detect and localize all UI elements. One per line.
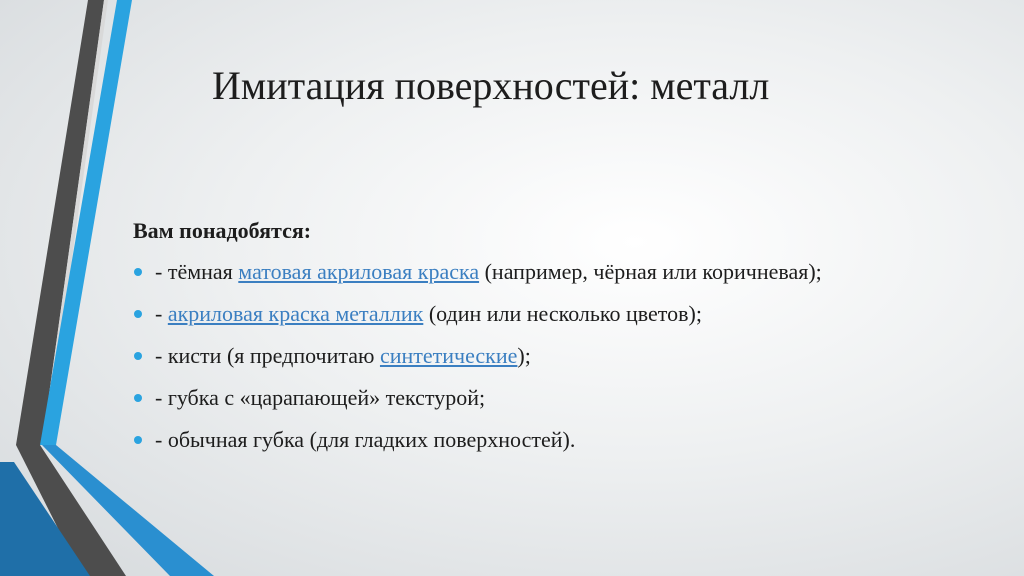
list-item: - губка с «царапающей» текстурой;: [133, 385, 993, 427]
bullet-icon: [134, 310, 142, 318]
list-item: - акриловая краска металлик (один или несколько цветов);: [133, 301, 993, 343]
bullet-list: [133, 259, 993, 469]
bullet-icon: [134, 394, 142, 402]
list-item: - кисти (я предпочитаю синтетические);: [133, 343, 993, 385]
link-synthetic-brushes[interactable]: синтетические: [379, 343, 518, 368]
slide-content: [133, 218, 993, 469]
list-item: - тёмная матовая акриловая краска (например, чёрная или коричневая);: [133, 259, 993, 301]
list-item: - обычная губка (для гладких поверхностей).: [133, 427, 993, 469]
bullet-icon: [134, 268, 142, 276]
slide-title: Имитация поверхностей: металл: [212, 63, 770, 108]
subheading: Вам понадобятся:: [133, 218, 312, 243]
bullet-icon: [134, 436, 142, 444]
bullet-icon: [134, 352, 142, 360]
link-matte-acrylic-paint[interactable]: матовая акриловая краска: [238, 259, 480, 284]
link-metallic-acrylic-paint[interactable]: акриловая краска металлик: [167, 301, 424, 326]
